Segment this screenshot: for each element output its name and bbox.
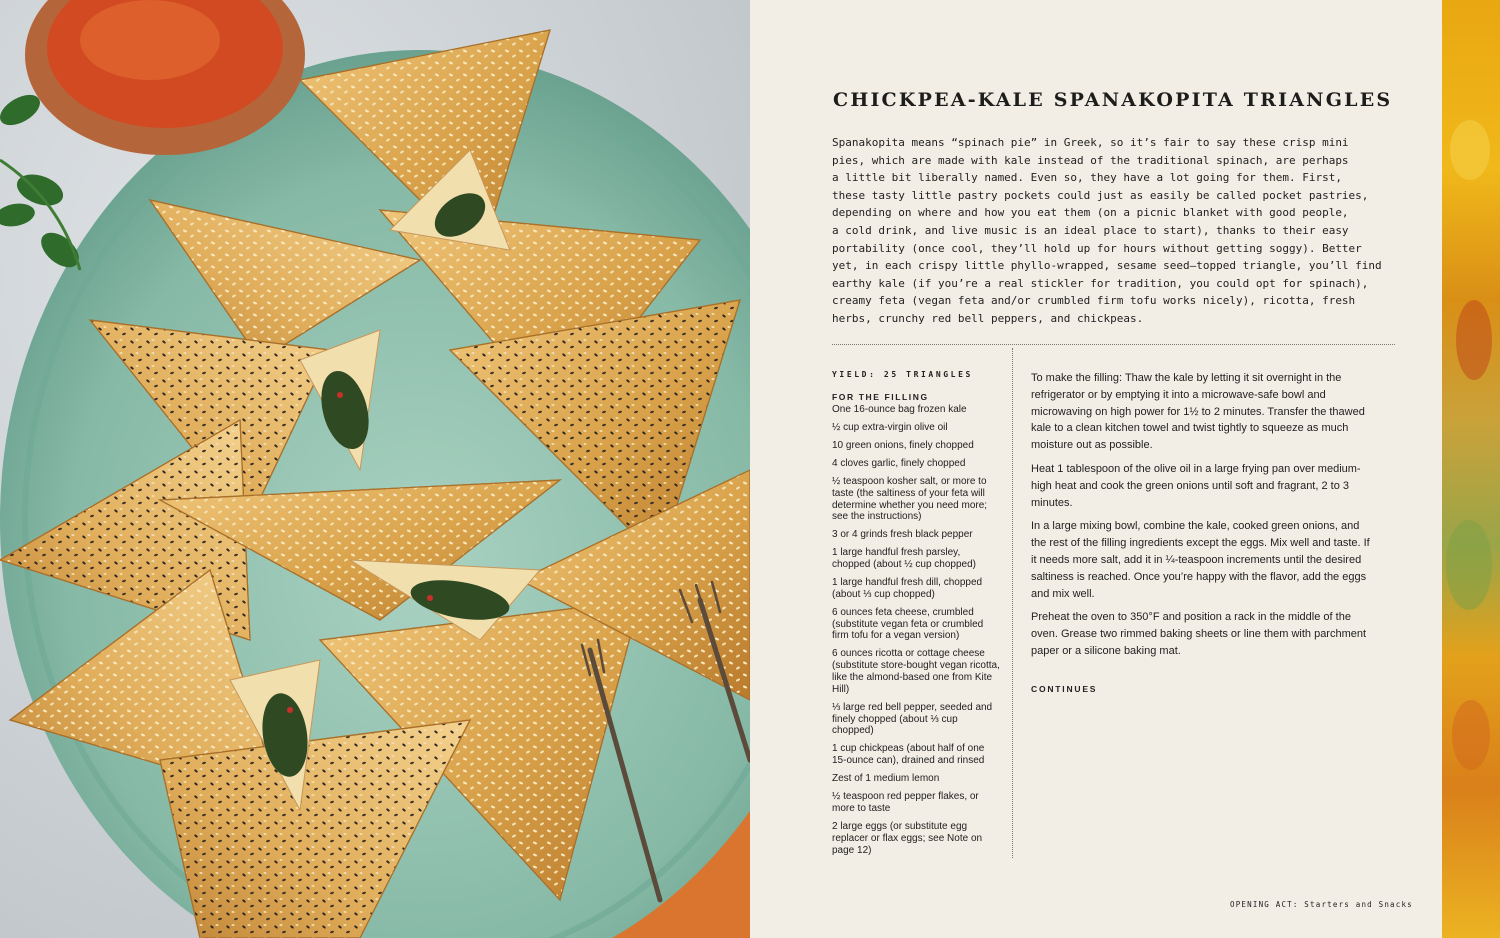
method-step: To make the filling: Thaw the kale by letting it sit overnight in the refrigerator or by emptying it into a microwave-safe bowl and microwaving on high power for 1½ to 2 minutes. Transfer the thawed kale to a clean kitchen towel and twist tightly to squeeze as much moisture out as possible. xyxy=(1031,372,1365,452)
column-divider xyxy=(1012,348,1013,858)
ingredient-item: 1 large handful fresh dill, chopped (about ⅓ cup chopped) xyxy=(832,577,983,600)
ingredient-item: One 16-ounce bag frozen kale xyxy=(832,404,967,415)
recipe-intro: Spanakopita means “spinach pie” in Greek, so it’s fair to say these crisp mini pies, which are made with kale instead of the traditional spinach, are perhaps a little bit liberally named. Even so, they have a lot going for them. First, these tasty little pastry pockets could just as easily be called pocket pastries, depending on where and how you eat them (on a picnic blanket with good people, a cold drink, and live music is an ideal place to start), thanks to their easy portability (once cool, they’ll hold up for hours without getting soggy). Better yet, in each crispy little phyllo-wrapped, sesame seed–topped triangle, you’ll find earthy kale (if you’re a real stickler for tradition, you could opt for spinach), creamy feta (vegan feta and/or crumbled firm tofu works nicely), ricotta, fresh herbs, crunchy red bell peppers, and chickpeas. xyxy=(832,136,1382,325)
ingredient-item: 6 ounces ricotta or cottage cheese (substitute store-bought vegan ricotta, like the almond-based one from Kite Hill) xyxy=(832,648,1000,695)
ingredients-column xyxy=(832,370,1000,863)
recipe-title: CHICKPEA-KALE SPANAKOPITA TRIANGLES xyxy=(833,88,1393,111)
ingredient-list xyxy=(832,404,1000,856)
method-step: Preheat the oven to 350°F and position a rack in the middle of the oven. Grease two rimmed baking sheets or line them with parchment paper or a silicone baking mat. xyxy=(1031,611,1367,657)
recipe-page xyxy=(750,0,1442,938)
ingredient-item: 6 ounces feta cheese, crumbled (substitute vegan feta or crumbled firm tofu for a vegan version) xyxy=(832,606,984,642)
section-divider xyxy=(832,344,1395,345)
method-step: Heat 1 tablespoon of the olive oil in a large frying pan over medium-high heat and cook the green onions until soft and fragrant, 2 to 3 minutes. xyxy=(1031,462,1361,509)
yield-label: YIELD: 25 TRIANGLES xyxy=(832,370,973,379)
ingredient-item: 3 or 4 grinds fresh black pepper xyxy=(832,529,973,541)
ingredient-item: Zest of 1 medium lemon xyxy=(832,773,940,785)
ingredient-item: ½ cup extra-virgin olive oil xyxy=(832,421,948,433)
method-column xyxy=(1031,370,1376,694)
ingredient-item: 1 cup chickpeas (about half of one 15-ounce can), drained and rinsed xyxy=(832,743,985,767)
ingredient-item: ½ teaspoon red pepper flakes, or more to taste xyxy=(832,791,979,814)
ingredient-item: 10 green onions, finely chopped xyxy=(832,439,974,451)
ingredient-item: 2 large eggs (or substitute egg replacer or flax eggs; see Note on page 12) xyxy=(832,820,983,856)
page-edge-strip xyxy=(1442,0,1500,938)
filling-heading: FOR THE FILLING xyxy=(832,392,929,402)
ingredient-item: ⅓ large red bell pepper, seeded and finely chopped (about ⅓ cup chopped) xyxy=(832,701,993,737)
continues-label: CONTINUES xyxy=(1031,683,1098,694)
running-footer: OPENING ACT: Starters and Snacks xyxy=(1230,900,1413,909)
ingredient-item: ½ teaspoon kosher salt, or more to taste (the saltiness of your feta will determine whether you need more; see the instructions) xyxy=(832,475,988,523)
ingredient-item: 4 cloves garlic, finely chopped xyxy=(832,457,966,469)
method-step: In a large mixing bowl, combine the kale, cooked green onions, and the rest of the filling ingredients except the eggs. Mix well and taste. If it needs more salt, add it in ¼-teaspoon increments until the desired saltiness is reached. Once you’re happy with the flavor, add the eggs and mix well. xyxy=(1031,520,1370,600)
ingredient-item: 1 large handful fresh parsley, chopped (about ½ cup chopped) xyxy=(832,547,976,571)
